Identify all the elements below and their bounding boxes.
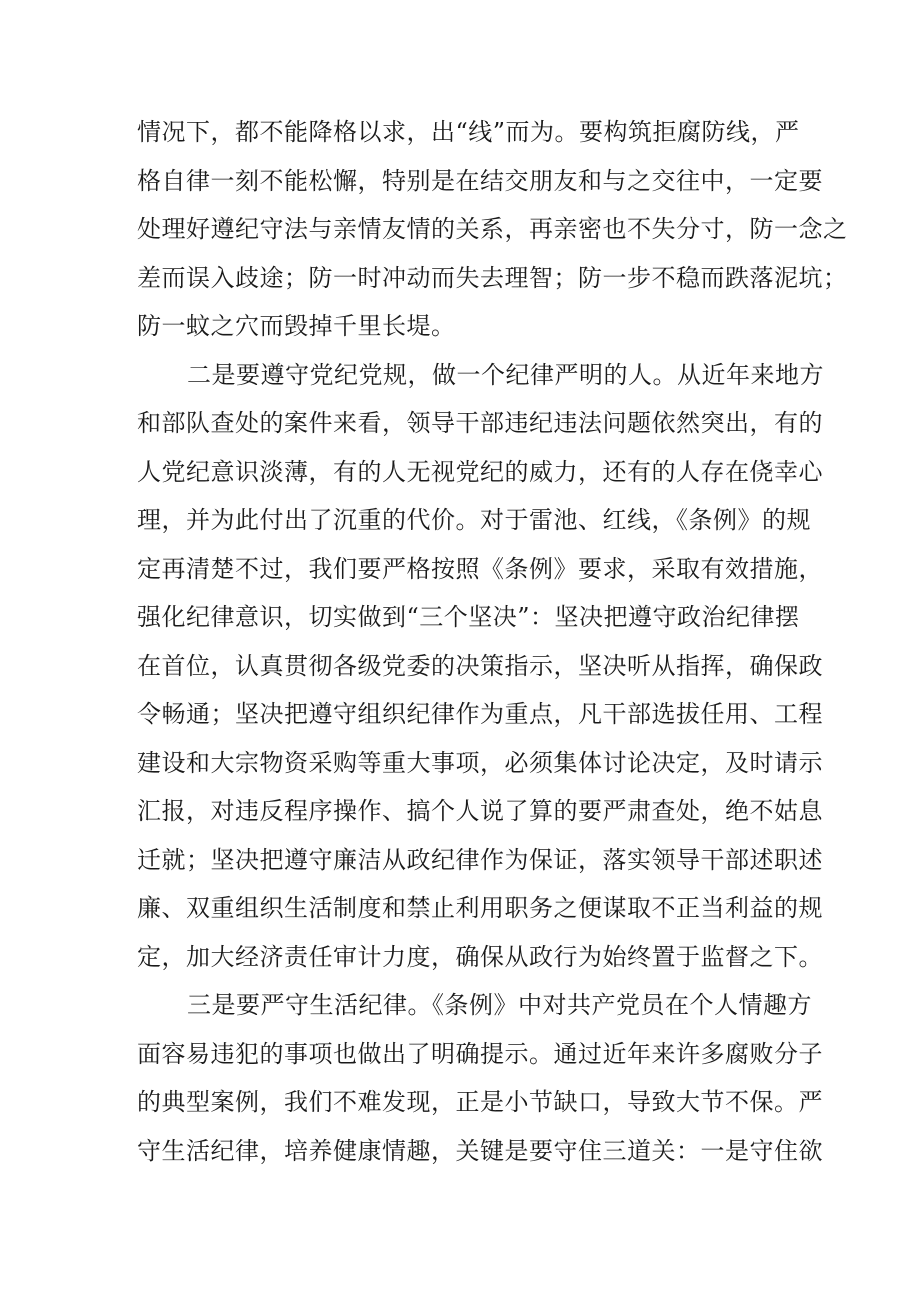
text-line: 迁就；坚决把遵守廉洁从政纪律作为保证，落实领导干部述职述: [137, 845, 823, 874]
text-line: 强化纪律意识，切实做到“三个坚决”：坚决把遵守政治纪律摆: [137, 603, 800, 631]
text-line: 和部队查处的案件来看，领导干部违纪违法问题依然突出，有的: [137, 409, 823, 437]
paragraph-3: [137, 981, 823, 1175]
text-line: 定再清楚不过，我们要严格按照《条例》要求，采取有效措施，: [137, 554, 823, 583]
text-line: 格自律一刻不能松懈，特别是在结交朋友和与之交往中，一定要: [137, 166, 823, 195]
text-line: 廉、双重组织生活制度和禁止利用职务之便谋取不正当利益的规: [137, 894, 823, 922]
text-line: 建设和大宗物资采购等重大事项，必须集体讨论决定，及时请示: [137, 748, 823, 777]
text-line: 守生活纪律，培养健康情趣，关键是要守住三道关：一是守住欲: [137, 1136, 823, 1165]
paragraph-1: [137, 108, 848, 351]
text-line: 处理好遵纪守法与亲情友情的关系，再亲密也不失分寸，防一念之: [137, 215, 848, 243]
text-line: 防一蚊之穴而毁掉千里长堤。: [137, 312, 456, 340]
text-line: 人党纪意识淡薄，有的人无视党纪的威力，还有的人存在侥幸心: [137, 457, 823, 486]
text-line: 面容易违犯的事项也做出了明确提示。通过近年来许多腐败分子: [137, 1039, 823, 1068]
text-line: 定，加大经济责任审计力度，确保从政行为始终置于监督之下。: [137, 942, 823, 971]
text-line: 二是要遵守党纪党规，做一个纪律严明的人。从近年来地方: [187, 360, 824, 389]
body-text: [137, 108, 848, 1175]
text-line: 在首位，认真贯彻各级党委的决策指示，坚决听从指挥，确保政: [137, 651, 823, 680]
text-line: 的典型案例，我们不难发现，正是小节缺口，导致大节不保。严: [137, 1088, 823, 1116]
text-line: 理，并为此付出了沉重的代价。对于雷池、红线，《条例》的规: [137, 506, 811, 534]
paragraph-2: [137, 351, 824, 982]
text-line: 三是要严守生活纪律。《条例》中对共产党员在个人情趣方: [187, 991, 812, 1019]
text-line: 情况下，都不能降格以求，出“线”而为。要构筑拒腐防线，严: [137, 118, 800, 146]
text-line: 令畅通；坚决把遵守组织纪律作为重点，凡干部选拔任用、工程: [137, 700, 823, 728]
text-line: 差而误入歧途；防一时冲动而失去理智；防一步不稳而跌落泥坑；: [137, 263, 848, 292]
text-line: 汇报，对违反程序操作、搞个人说了算的要严肃查处，绝不姑息: [137, 797, 823, 825]
